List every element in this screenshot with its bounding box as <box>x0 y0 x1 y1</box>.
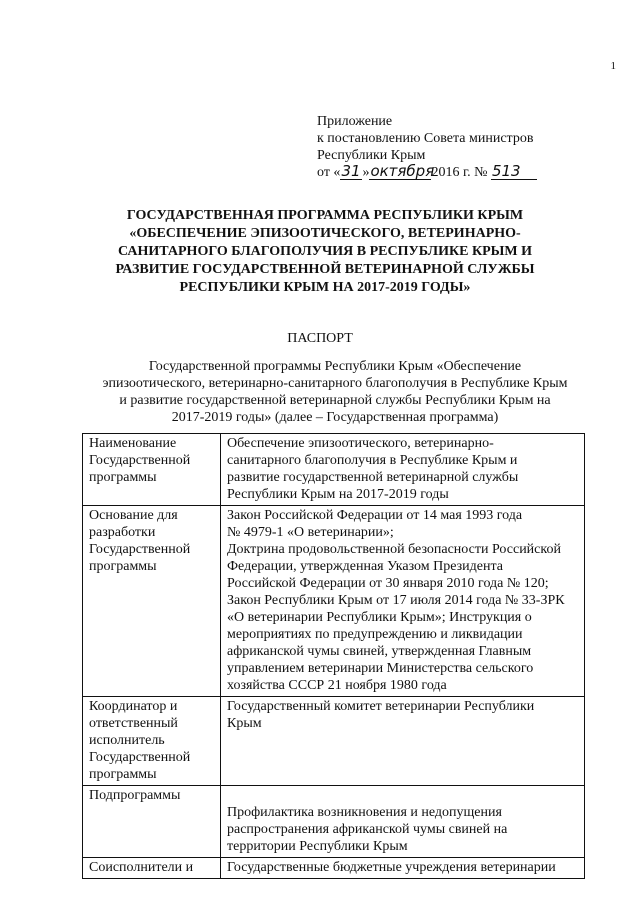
label-line: Наименование <box>89 436 177 451</box>
title-line: ГОСУДАРСТВЕННАЯ ПРОГРАММА РЕСПУБЛИКИ КРЫМ <box>126 208 524 223</box>
value-line: Доктрина продовольственной безопасности Российской <box>227 542 561 557</box>
label-line: программы <box>89 767 157 782</box>
value-line: развитие государственной ветеринарной службы <box>227 470 519 485</box>
subtitle-line: Государственной программы Республики Крым «Обеспечение <box>148 359 522 374</box>
appendix-line: Приложение <box>317 114 393 129</box>
table-row <box>83 786 585 858</box>
label-line: Координатор и <box>89 699 178 714</box>
value-line: № 4979-1 «О ветеринарии»; <box>227 525 394 540</box>
table-row <box>83 434 585 506</box>
appendix-line: Республики Крым <box>317 148 426 163</box>
row-value <box>221 697 585 786</box>
passport-subtitle <box>80 358 590 426</box>
value-line: Закон Российской Федерации от 14 мая 1993 года <box>227 508 523 523</box>
value-line: территории Республики Крым <box>227 839 408 854</box>
subtitle-line: 2017-2019 годы» (далее – Государственная программа) <box>171 410 499 425</box>
value-line: Профилактика возникновения и недопущения <box>227 805 502 820</box>
value-line: Закон Республики Крым от 17 июля 2014 года № 33-ЗРК <box>227 593 565 608</box>
row-label <box>83 697 221 786</box>
label-line: исполнитель <box>89 733 165 748</box>
value-line: Крым <box>227 716 262 731</box>
label-line: ответственный <box>89 716 178 731</box>
value-line: мероприятиях по предупреждению и ликвидации <box>227 627 523 642</box>
label-line: Государственной <box>89 542 191 557</box>
row-value <box>221 506 585 697</box>
value-line: Государственные бюджетные учреждения ветеринарии <box>227 860 556 875</box>
label-line: Государственной <box>89 453 191 468</box>
program-title <box>90 207 560 297</box>
label-line: разработки <box>89 525 156 540</box>
date-separator: » <box>362 165 370 180</box>
value-line: распространения африканской чумы свиней на <box>227 822 508 837</box>
row-label <box>83 786 221 858</box>
title-line: РЕСПУБЛИКИ КРЫМ НА 2017-2019 ГОДЫ» <box>179 280 471 295</box>
title-line: САНИТАРНОГО БЛАГОПОЛУЧИЯ В РЕСПУБЛИКЕ КРЫМ И <box>117 244 533 259</box>
value-line: управлением ветеринарии Министерства сельского <box>227 661 534 676</box>
row-label <box>83 858 221 879</box>
value-line: Федерации, утвержденная Указом Президента <box>227 559 504 574</box>
label-line: Основание для <box>89 508 178 523</box>
handwritten-day: 31 <box>341 162 361 180</box>
table-row <box>83 858 585 879</box>
label-line: Соисполнители и <box>89 860 194 875</box>
value-line: хозяйства СССР 21 ноября 1980 года <box>227 678 447 693</box>
value-line: Государственный комитет ветеринарии Республики <box>227 699 535 714</box>
row-label <box>83 506 221 697</box>
row-value <box>221 858 585 879</box>
title-line: РАЗВИТИЕ ГОСУДАРСТВЕННОЙ ВЕТЕРИНАРНОЙ СЛУЖБЫ <box>115 262 535 277</box>
value-line: Республики Крым на 2017-2019 годы <box>227 487 449 502</box>
blank-line <box>227 787 579 804</box>
passport-table <box>82 433 585 879</box>
label-line: Государственной <box>89 750 191 765</box>
page-number: 1 <box>610 60 616 72</box>
value-line: Обеспечение эпизоотического, ветеринарно- <box>227 436 494 451</box>
subtitle-line: эпизоотического, ветеринарно-санитарного благополучия в Республике Крым <box>102 376 568 391</box>
handwritten-number: 513 <box>491 164 537 180</box>
row-value <box>221 786 585 858</box>
row-value <box>221 434 585 506</box>
appendix-date-line <box>317 164 537 181</box>
date-prefix: от « <box>317 165 341 180</box>
handwritten-month: октября <box>370 162 435 180</box>
table-row <box>83 506 585 697</box>
value-line: африканской чумы свиней, утвержденная Главным <box>227 644 532 659</box>
passport-heading: ПАСПОРТ <box>287 331 353 346</box>
row-label <box>83 434 221 506</box>
title-line: «ОБЕСПЕЧЕНИЕ ЭПИЗООТИЧЕСКОГО, ВЕТЕРИНАРНО- <box>129 226 521 241</box>
table-row <box>83 697 585 786</box>
label-line: Подпрограммы <box>89 788 181 803</box>
appendix-line: к постановлению Совета министров <box>317 131 534 146</box>
appendix-block <box>317 113 537 181</box>
value-line: «О ветеринарии Республики Крым»; Инструкция о <box>227 610 532 625</box>
value-line: Российской Федерации от 30 января 2010 года № 120; <box>227 576 549 591</box>
label-line: программы <box>89 559 157 574</box>
subtitle-line: и развитие государственной ветеринарной службы Республики Крым на <box>119 393 551 408</box>
label-line: программы <box>89 470 157 485</box>
date-suffix: 2016 г. № <box>431 165 488 180</box>
value-line: санитарного благополучия в Республике Крым и <box>227 453 518 468</box>
